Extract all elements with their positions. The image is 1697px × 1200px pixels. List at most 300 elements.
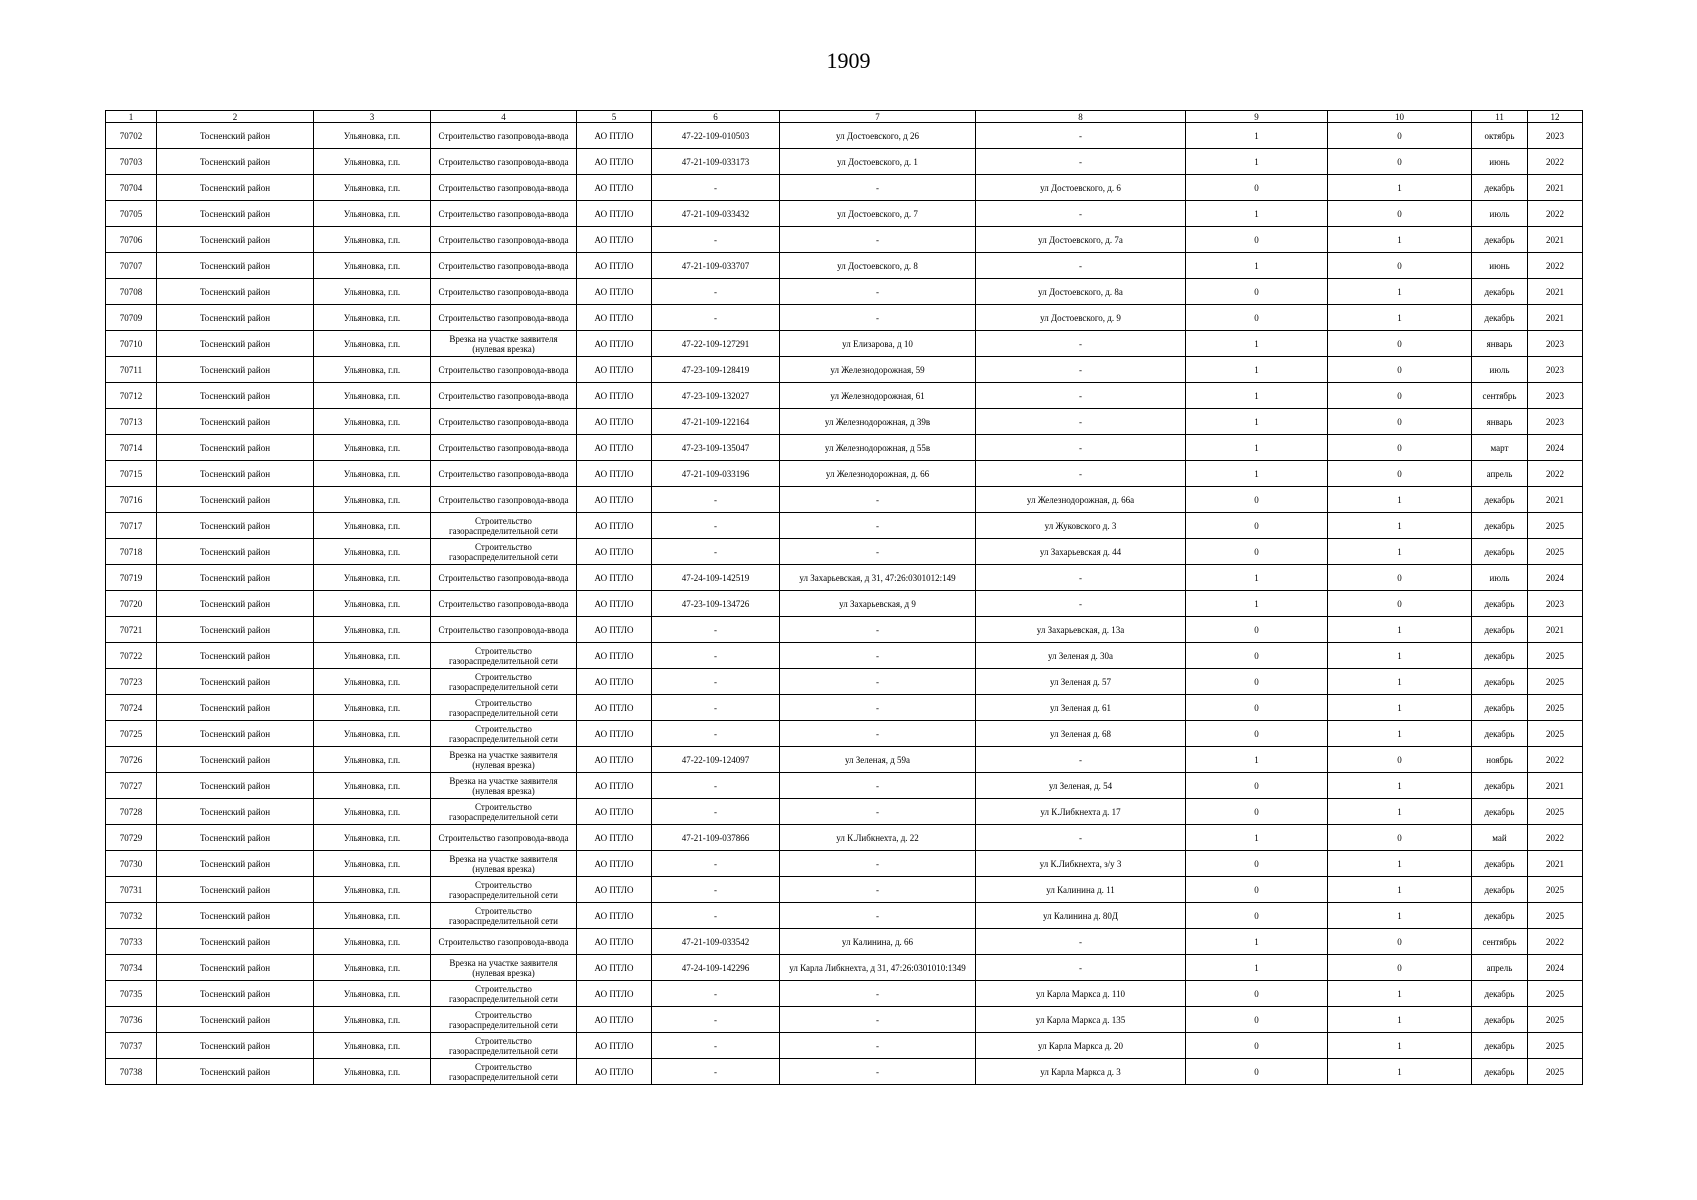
work-type-cell: Строительство газораспределительной сети — [431, 1007, 577, 1033]
count-b-cell: 1 — [1328, 487, 1472, 513]
organization-cell: АО ПТЛО — [577, 1007, 652, 1033]
count-a-cell: 1 — [1186, 409, 1328, 435]
address-contract-cell: - — [780, 721, 976, 747]
address-planned-cell: ул Захарьевская, д. 13а — [976, 617, 1186, 643]
district-cell: Тосненский район — [157, 877, 314, 903]
table-row — [106, 877, 1583, 903]
row-id-cell: 70713 — [106, 409, 157, 435]
address-planned-cell: - — [976, 565, 1186, 591]
table-row — [106, 643, 1583, 669]
district-cell: Тосненский район — [157, 253, 314, 279]
row-id-cell: 70708 — [106, 279, 157, 305]
address-planned-cell: ул Карла Маркса д. 110 — [976, 981, 1186, 1007]
count-b-cell: 0 — [1328, 461, 1472, 487]
table-row — [106, 955, 1583, 981]
address-planned-cell: ул Карла Маркса д. 135 — [976, 1007, 1186, 1033]
year-cell: 2022 — [1528, 149, 1583, 175]
tu-number-cell: - — [652, 799, 780, 825]
tu-number-cell: - — [652, 305, 780, 331]
district-cell: Тосненский район — [157, 175, 314, 201]
organization-cell: АО ПТЛО — [577, 383, 652, 409]
work-type-cell: Строительство газораспределительной сети — [431, 695, 577, 721]
count-b-cell: 0 — [1328, 565, 1472, 591]
district-cell: Тосненский район — [157, 955, 314, 981]
year-cell: 2021 — [1528, 851, 1583, 877]
settlement-cell: Ульяновка, г.п. — [314, 929, 431, 955]
address-planned-cell: - — [976, 383, 1186, 409]
year-cell: 2021 — [1528, 279, 1583, 305]
month-cell: декабрь — [1472, 617, 1528, 643]
settlement-cell: Ульяновка, г.п. — [314, 695, 431, 721]
row-id-cell: 70729 — [106, 825, 157, 851]
district-cell: Тосненский район — [157, 409, 314, 435]
table-row — [106, 383, 1583, 409]
work-type-cell: Строительство газораспределительной сети — [431, 669, 577, 695]
district-cell: Тосненский район — [157, 461, 314, 487]
table-row — [106, 1059, 1583, 1085]
year-cell: 2023 — [1528, 409, 1583, 435]
count-a-cell: 0 — [1186, 539, 1328, 565]
address-planned-cell: - — [976, 149, 1186, 175]
address-contract-cell: - — [780, 851, 976, 877]
address-planned-cell: - — [976, 253, 1186, 279]
count-a-cell: 0 — [1186, 981, 1328, 1007]
work-type-cell: Строительство газопровода-ввода — [431, 591, 577, 617]
year-cell: 2025 — [1528, 669, 1583, 695]
district-cell: Тосненский район — [157, 487, 314, 513]
organization-cell: АО ПТЛО — [577, 643, 652, 669]
row-id-cell: 70721 — [106, 617, 157, 643]
settlement-cell: Ульяновка, г.п. — [314, 175, 431, 201]
count-a-cell: 1 — [1186, 253, 1328, 279]
tu-number-cell: 47-24-109-142296 — [652, 955, 780, 981]
address-contract-cell: - — [780, 981, 976, 1007]
row-id-cell: 70709 — [106, 305, 157, 331]
district-cell: Тосненский район — [157, 929, 314, 955]
table-row — [106, 409, 1583, 435]
month-cell: апрель — [1472, 461, 1528, 487]
count-a-cell: 0 — [1186, 279, 1328, 305]
count-a-cell: 1 — [1186, 149, 1328, 175]
address-planned-cell: - — [976, 331, 1186, 357]
district-cell: Тосненский район — [157, 305, 314, 331]
tu-number-cell: 47-23-109-135047 — [652, 435, 780, 461]
district-cell: Тосненский район — [157, 227, 314, 253]
table-row — [106, 721, 1583, 747]
organization-cell: АО ПТЛО — [577, 929, 652, 955]
month-cell: декабрь — [1472, 175, 1528, 201]
settlement-cell: Ульяновка, г.п. — [314, 279, 431, 305]
settlement-cell: Ульяновка, г.п. — [314, 149, 431, 175]
tu-number-cell: 47-22-109-010503 — [652, 123, 780, 149]
table-row — [106, 695, 1583, 721]
month-cell: июль — [1472, 565, 1528, 591]
row-id-cell: 70714 — [106, 435, 157, 461]
address-contract-cell: - — [780, 877, 976, 903]
address-planned-cell: ул Железнодорожная, д. 66а — [976, 487, 1186, 513]
year-cell: 2023 — [1528, 357, 1583, 383]
count-a-cell: 1 — [1186, 123, 1328, 149]
count-b-cell: 1 — [1328, 851, 1472, 877]
month-cell: июль — [1472, 201, 1528, 227]
count-b-cell: 0 — [1328, 123, 1472, 149]
district-cell: Тосненский район — [157, 799, 314, 825]
address-planned-cell: ул Зеленая, д. 54 — [976, 773, 1186, 799]
organization-cell: АО ПТЛО — [577, 487, 652, 513]
district-cell: Тосненский район — [157, 591, 314, 617]
address-planned-cell: ул Достоевского, д. 7а — [976, 227, 1186, 253]
organization-cell: АО ПТЛО — [577, 513, 652, 539]
tu-number-cell: - — [652, 1059, 780, 1085]
count-b-cell: 0 — [1328, 201, 1472, 227]
month-cell: декабрь — [1472, 981, 1528, 1007]
address-planned-cell: - — [976, 747, 1186, 773]
work-type-cell: Врезка на участке заявителя (нулевая врезка) — [431, 955, 577, 981]
organization-cell: АО ПТЛО — [577, 279, 652, 305]
settlement-cell: Ульяновка, г.п. — [314, 721, 431, 747]
count-b-cell: 1 — [1328, 643, 1472, 669]
settlement-cell: Ульяновка, г.п. — [314, 617, 431, 643]
count-a-cell: 0 — [1186, 851, 1328, 877]
tu-number-cell: - — [652, 1007, 780, 1033]
count-a-cell: 0 — [1186, 305, 1328, 331]
month-cell: декабрь — [1472, 773, 1528, 799]
work-type-cell: Строительство газопровода-ввода — [431, 357, 577, 383]
row-id-cell: 70711 — [106, 357, 157, 383]
address-planned-cell: ул Жуковского д. 3 — [976, 513, 1186, 539]
organization-cell: АО ПТЛО — [577, 903, 652, 929]
district-cell: Тосненский район — [157, 513, 314, 539]
table-row — [106, 591, 1583, 617]
work-type-cell: Строительство газораспределительной сети — [431, 721, 577, 747]
settlement-cell: Ульяновка, г.п. — [314, 565, 431, 591]
address-contract-cell: ул К.Либкнехта, д. 22 — [780, 825, 976, 851]
table-row — [106, 929, 1583, 955]
work-type-cell: Врезка на участке заявителя (нулевая врезка) — [431, 773, 577, 799]
count-b-cell: 0 — [1328, 747, 1472, 773]
organization-cell: АО ПТЛО — [577, 669, 652, 695]
count-b-cell: 1 — [1328, 305, 1472, 331]
organization-cell: АО ПТЛО — [577, 305, 652, 331]
table-row — [106, 487, 1583, 513]
month-cell: декабрь — [1472, 695, 1528, 721]
month-cell: декабрь — [1472, 643, 1528, 669]
district-cell: Тосненский район — [157, 721, 314, 747]
row-id-cell: 70705 — [106, 201, 157, 227]
settlement-cell: Ульяновка, г.п. — [314, 799, 431, 825]
row-id-cell: 70717 — [106, 513, 157, 539]
column-header: 4 — [431, 111, 577, 123]
address-planned-cell: ул Захарьевская д. 44 — [976, 539, 1186, 565]
organization-cell: АО ПТЛО — [577, 201, 652, 227]
row-id-cell: 70728 — [106, 799, 157, 825]
month-cell: декабрь — [1472, 669, 1528, 695]
count-a-cell: 0 — [1186, 877, 1328, 903]
district-cell: Тосненский район — [157, 383, 314, 409]
count-b-cell: 1 — [1328, 1007, 1472, 1033]
district-cell: Тосненский район — [157, 773, 314, 799]
settlement-cell: Ульяновка, г.п. — [314, 669, 431, 695]
tu-number-cell: 47-21-109-033432 — [652, 201, 780, 227]
column-header: 5 — [577, 111, 652, 123]
address-contract-cell: - — [780, 773, 976, 799]
year-cell: 2025 — [1528, 513, 1583, 539]
count-b-cell: 0 — [1328, 929, 1472, 955]
settlement-cell: Ульяновка, г.п. — [314, 1007, 431, 1033]
settlement-cell: Ульяновка, г.п. — [314, 539, 431, 565]
row-id-cell: 70719 — [106, 565, 157, 591]
count-a-cell: 0 — [1186, 695, 1328, 721]
row-id-cell: 70712 — [106, 383, 157, 409]
work-type-cell: Строительство газопровода-ввода — [431, 487, 577, 513]
address-planned-cell: ул Зеленая д. 57 — [976, 669, 1186, 695]
month-cell: сентябрь — [1472, 929, 1528, 955]
year-cell: 2021 — [1528, 175, 1583, 201]
address-contract-cell: ул Захарьевская, д 9 — [780, 591, 976, 617]
year-cell: 2023 — [1528, 383, 1583, 409]
address-contract-cell: - — [780, 1007, 976, 1033]
address-contract-cell: ул Достоевского, д 26 — [780, 123, 976, 149]
count-a-cell: 0 — [1186, 175, 1328, 201]
address-contract-cell: ул Калинина, д. 66 — [780, 929, 976, 955]
year-cell: 2025 — [1528, 1033, 1583, 1059]
count-a-cell: 0 — [1186, 1007, 1328, 1033]
address-planned-cell: ул Зеленая д. 61 — [976, 695, 1186, 721]
work-type-cell: Строительство газораспределительной сети — [431, 513, 577, 539]
address-planned-cell: - — [976, 201, 1186, 227]
tu-number-cell: 47-23-109-134726 — [652, 591, 780, 617]
count-b-cell: 1 — [1328, 279, 1472, 305]
column-header: 11 — [1472, 111, 1528, 123]
district-cell: Тосненский район — [157, 617, 314, 643]
table-row — [106, 669, 1583, 695]
year-cell: 2021 — [1528, 773, 1583, 799]
month-cell: декабрь — [1472, 1033, 1528, 1059]
row-id-cell: 70716 — [106, 487, 157, 513]
address-contract-cell: - — [780, 513, 976, 539]
work-type-cell: Строительство газораспределительной сети — [431, 877, 577, 903]
organization-cell: АО ПТЛО — [577, 1033, 652, 1059]
year-cell: 2021 — [1528, 487, 1583, 513]
year-cell: 2024 — [1528, 435, 1583, 461]
count-b-cell: 1 — [1328, 721, 1472, 747]
table-row — [106, 773, 1583, 799]
year-cell: 2022 — [1528, 825, 1583, 851]
address-contract-cell: - — [780, 539, 976, 565]
count-b-cell: 0 — [1328, 409, 1472, 435]
organization-cell: АО ПТЛО — [577, 565, 652, 591]
address-contract-cell: - — [780, 903, 976, 929]
work-type-cell: Строительство газопровода-ввода — [431, 149, 577, 175]
organization-cell: АО ПТЛО — [577, 773, 652, 799]
tu-number-cell: - — [652, 981, 780, 1007]
month-cell: декабрь — [1472, 799, 1528, 825]
district-cell: Тосненский район — [157, 981, 314, 1007]
count-a-cell: 0 — [1186, 487, 1328, 513]
settlement-cell: Ульяновка, г.п. — [314, 851, 431, 877]
address-contract-cell: ул Зеленая, д 59а — [780, 747, 976, 773]
count-b-cell: 1 — [1328, 1033, 1472, 1059]
work-type-cell: Строительство газораспределительной сети — [431, 1059, 577, 1085]
organization-cell: АО ПТЛО — [577, 695, 652, 721]
organization-cell: АО ПТЛО — [577, 357, 652, 383]
table-row — [106, 305, 1583, 331]
year-cell: 2023 — [1528, 123, 1583, 149]
settlement-cell: Ульяновка, г.п. — [314, 513, 431, 539]
address-planned-cell: ул Достоевского, д. 6 — [976, 175, 1186, 201]
count-a-cell: 0 — [1186, 773, 1328, 799]
column-header: 1 — [106, 111, 157, 123]
month-cell: декабрь — [1472, 1007, 1528, 1033]
table-row — [106, 903, 1583, 929]
settlement-cell: Ульяновка, г.п. — [314, 487, 431, 513]
month-cell: апрель — [1472, 955, 1528, 981]
tu-number-cell: 47-21-109-037866 — [652, 825, 780, 851]
row-id-cell: 70704 — [106, 175, 157, 201]
count-a-cell: 1 — [1186, 929, 1328, 955]
work-type-cell: Врезка на участке заявителя (нулевая врезка) — [431, 331, 577, 357]
count-b-cell: 1 — [1328, 513, 1472, 539]
address-contract-cell: - — [780, 175, 976, 201]
table-row — [106, 175, 1583, 201]
column-header: 9 — [1186, 111, 1328, 123]
count-a-cell: 0 — [1186, 721, 1328, 747]
row-id-cell: 70737 — [106, 1033, 157, 1059]
year-cell: 2023 — [1528, 591, 1583, 617]
work-type-cell: Строительство газораспределительной сети — [431, 643, 577, 669]
year-cell: 2025 — [1528, 643, 1583, 669]
address-contract-cell: ул Железнодорожная, д 55в — [780, 435, 976, 461]
work-type-cell: Строительство газопровода-ввода — [431, 201, 577, 227]
count-b-cell: 1 — [1328, 227, 1472, 253]
month-cell: ноябрь — [1472, 747, 1528, 773]
work-type-cell: Строительство газораспределительной сети — [431, 903, 577, 929]
work-type-cell: Врезка на участке заявителя (нулевая врезка) — [431, 747, 577, 773]
address-contract-cell: - — [780, 695, 976, 721]
settlement-cell: Ульяновка, г.п. — [314, 409, 431, 435]
tu-number-cell: - — [652, 227, 780, 253]
count-a-cell: 1 — [1186, 201, 1328, 227]
row-id-cell: 70702 — [106, 123, 157, 149]
year-cell: 2025 — [1528, 903, 1583, 929]
month-cell: декабрь — [1472, 1059, 1528, 1085]
settlement-cell: Ульяновка, г.п. — [314, 591, 431, 617]
month-cell: май — [1472, 825, 1528, 851]
count-b-cell: 1 — [1328, 539, 1472, 565]
row-id-cell: 70730 — [106, 851, 157, 877]
settlement-cell: Ульяновка, г.п. — [314, 383, 431, 409]
tu-number-cell: - — [652, 903, 780, 929]
address-planned-cell: - — [976, 357, 1186, 383]
column-number-row — [106, 111, 1583, 123]
count-a-cell: 0 — [1186, 617, 1328, 643]
count-a-cell: 0 — [1186, 1033, 1328, 1059]
table-row — [106, 1033, 1583, 1059]
organization-cell: АО ПТЛО — [577, 617, 652, 643]
register-table — [105, 110, 1583, 1085]
tu-number-cell: - — [652, 1033, 780, 1059]
tu-number-cell: 47-23-109-132027 — [652, 383, 780, 409]
month-cell: декабрь — [1472, 903, 1528, 929]
settlement-cell: Ульяновка, г.п. — [314, 201, 431, 227]
row-id-cell: 70710 — [106, 331, 157, 357]
year-cell: 2025 — [1528, 1059, 1583, 1085]
district-cell: Тосненский район — [157, 747, 314, 773]
tu-number-cell: - — [652, 487, 780, 513]
organization-cell: АО ПТЛО — [577, 175, 652, 201]
count-a-cell: 1 — [1186, 825, 1328, 851]
count-a-cell: 0 — [1186, 643, 1328, 669]
count-a-cell: 1 — [1186, 955, 1328, 981]
row-id-cell: 70726 — [106, 747, 157, 773]
count-a-cell: 1 — [1186, 357, 1328, 383]
address-planned-cell: ул Достоевского, д. 9 — [976, 305, 1186, 331]
address-contract-cell: - — [780, 1059, 976, 1085]
tu-number-cell: 47-21-109-122164 — [652, 409, 780, 435]
month-cell: декабрь — [1472, 487, 1528, 513]
address-contract-cell: ул Достоевского, д. 1 — [780, 149, 976, 175]
tu-number-cell: 47-23-109-128419 — [652, 357, 780, 383]
address-contract-cell: ул Железнодорожная, 61 — [780, 383, 976, 409]
address-planned-cell: ул К.Либкнехта, з/у 3 — [976, 851, 1186, 877]
row-id-cell: 70706 — [106, 227, 157, 253]
address-planned-cell: ул Достоевского, д. 8а — [976, 279, 1186, 305]
row-id-cell: 70727 — [106, 773, 157, 799]
year-cell: 2025 — [1528, 1007, 1583, 1033]
table-row — [106, 747, 1583, 773]
organization-cell: АО ПТЛО — [577, 825, 652, 851]
organization-cell: АО ПТЛО — [577, 877, 652, 903]
year-cell: 2025 — [1528, 721, 1583, 747]
district-cell: Тосненский район — [157, 1059, 314, 1085]
table-row — [106, 851, 1583, 877]
address-contract-cell: ул Железнодорожная, д 39в — [780, 409, 976, 435]
count-b-cell: 0 — [1328, 825, 1472, 851]
month-cell: март — [1472, 435, 1528, 461]
district-cell: Тосненский район — [157, 279, 314, 305]
work-type-cell: Строительство газопровода-ввода — [431, 461, 577, 487]
organization-cell: АО ПТЛО — [577, 409, 652, 435]
tu-number-cell: 47-21-109-033173 — [652, 149, 780, 175]
settlement-cell: Ульяновка, г.п. — [314, 123, 431, 149]
table-row — [106, 331, 1583, 357]
settlement-cell: Ульяновка, г.п. — [314, 825, 431, 851]
count-a-cell: 0 — [1186, 669, 1328, 695]
month-cell: декабрь — [1472, 851, 1528, 877]
organization-cell: АО ПТЛО — [577, 539, 652, 565]
month-cell: декабрь — [1472, 305, 1528, 331]
work-type-cell: Строительство газопровода-ввода — [431, 929, 577, 955]
table-body — [106, 123, 1583, 1085]
count-b-cell: 1 — [1328, 617, 1472, 643]
work-type-cell: Строительство газопровода-ввода — [431, 305, 577, 331]
month-cell: декабрь — [1472, 877, 1528, 903]
address-planned-cell: - — [976, 409, 1186, 435]
count-a-cell: 0 — [1186, 903, 1328, 929]
count-a-cell: 1 — [1186, 461, 1328, 487]
address-planned-cell: - — [976, 123, 1186, 149]
count-b-cell: 0 — [1328, 955, 1472, 981]
count-b-cell: 1 — [1328, 877, 1472, 903]
row-id-cell: 70738 — [106, 1059, 157, 1085]
settlement-cell: Ульяновка, г.п. — [314, 253, 431, 279]
address-planned-cell: ул Карла Маркса д. 3 — [976, 1059, 1186, 1085]
year-cell: 2022 — [1528, 747, 1583, 773]
district-cell: Тосненский район — [157, 123, 314, 149]
tu-number-cell: - — [652, 721, 780, 747]
year-cell: 2024 — [1528, 955, 1583, 981]
tu-number-cell: - — [652, 877, 780, 903]
